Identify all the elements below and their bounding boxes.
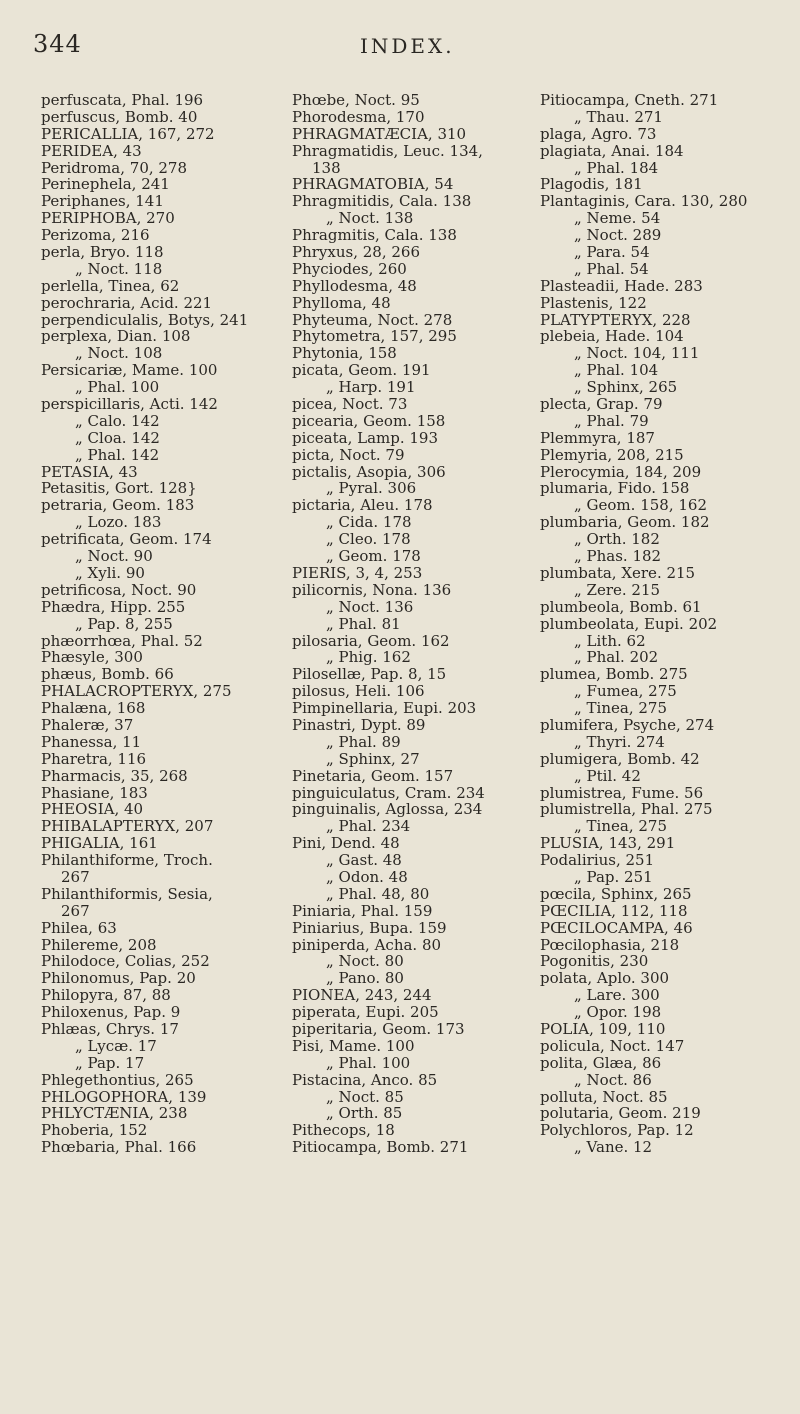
index-entry: pilicornis, Nona. 136 xyxy=(292,581,452,599)
index-entry: „ Noct. 86 xyxy=(574,1071,652,1089)
index-entry: plumbeola, Bomb. 61 xyxy=(540,598,702,616)
index-entry: PIERIS, 3, 4, 253 xyxy=(292,564,423,582)
index-entry: Phorodesma, 170 xyxy=(292,108,425,126)
index-entry: Philodoce, Colias, 252 xyxy=(41,953,210,971)
index-entry: „ Noct. 108 xyxy=(75,345,163,363)
index-entry: „ Orth. 85 xyxy=(326,1105,403,1123)
index-entry: Philoxenus, Pap. 9 xyxy=(41,1004,181,1021)
index-entry: „ Orth. 182 xyxy=(574,531,660,549)
index-entry: „ Geom. 178 xyxy=(326,548,421,565)
index-entry: Phædra, Hipp. 255 xyxy=(41,598,186,616)
index-entry: Phanessa, 11 xyxy=(41,733,142,751)
index-entry: pinguiculatus, Cram. 234 xyxy=(292,784,485,802)
index-entry: Phæsyle, 300 xyxy=(41,649,143,667)
index-entry: „ Lycæ. 17 xyxy=(75,1037,157,1055)
index-entry: „ Phal. 48, 80 xyxy=(326,885,430,903)
index-entry: Phragmitis, Cala. 138 xyxy=(292,227,457,245)
index-entry: „ Lare. 300 xyxy=(574,987,660,1005)
index-entry: pilosus, Heli. 106 xyxy=(292,683,425,701)
index-entry: „ Thyri. 274 xyxy=(574,733,665,751)
index-entry: pilosaria, Geom. 162 xyxy=(292,632,450,650)
index-entry: polata, Aplo. 300 xyxy=(540,970,670,988)
index-entry: Phoberia, 152 xyxy=(41,1122,148,1140)
index-entry: PERIDEA, 43 xyxy=(41,142,142,160)
index-entry: picea, Noct. 73 xyxy=(292,396,408,413)
index-entry: Philopyra, 87, 88 xyxy=(41,987,171,1005)
index-entry: Philonomus, Pap. 20 xyxy=(41,970,196,988)
index-entry: Phryxus, 28, 266 xyxy=(292,244,421,261)
index-entry: „ Pap. 17 xyxy=(75,1054,145,1072)
index-entry: 267 xyxy=(61,868,90,886)
index-entry: pinguinalis, Aglossa, 234 xyxy=(292,801,483,819)
index-entry: pœcila, Sphinx, 265 xyxy=(540,885,692,903)
index-entry: Phaleræ, 37 xyxy=(41,716,134,734)
index-entry: PLATYPTERYX, 228 xyxy=(540,311,691,329)
index-entry: „ Phal. 142 xyxy=(75,446,160,464)
index-entry: „ Neme. 54 xyxy=(574,210,661,228)
index-entry: „ Calo. 142 xyxy=(75,412,160,430)
index-entry: PHIBALAPTERYX, 207 xyxy=(41,818,214,836)
index-entry: „ Noct. 136 xyxy=(326,598,414,616)
index-entry: Pimpinellaria, Eupi. 203 xyxy=(292,700,477,717)
index-entry: Philea, 63 xyxy=(41,919,117,937)
index-entry: PŒCILIA, 112, 118 xyxy=(540,902,688,920)
index-entry: Phyllodesma, 48 xyxy=(292,277,417,295)
index-entry: piperitaria, Geom. 173 xyxy=(292,1020,465,1038)
index-entry: „ Noct. 90 xyxy=(75,548,153,565)
index-entry: Phlæas, Chrys. 17 xyxy=(41,1020,179,1038)
index-entry: Pharetra, 116 xyxy=(41,750,147,768)
index-entry: plumistrea, Fume. 56 xyxy=(540,784,704,802)
index-entry: „ Phal. 100 xyxy=(75,379,160,397)
index-entry: Pharmacis, 35, 268 xyxy=(41,767,188,785)
index-entry: „ Cloa. 142 xyxy=(75,429,160,447)
index-entry: Perizoma, 216 xyxy=(41,227,150,245)
index-entry: Pogonitis, 230 xyxy=(540,953,649,971)
index-entry: PHEOSIA, 40 xyxy=(41,801,144,819)
index-entry: PŒCILOCAMPA, 46 xyxy=(540,919,693,937)
index-entry: Plastenis, 122 xyxy=(540,294,647,312)
index-entry: „ Noct. 85 xyxy=(326,1088,404,1106)
index-entry: „ Cida. 178 xyxy=(326,514,412,532)
index-entry: Phasiane, 183 xyxy=(41,784,148,802)
index-entry: Phragmatidis, Leuc. 134, xyxy=(292,142,483,160)
index-entry: Phyteuma, Noct. 278 xyxy=(292,311,453,329)
index-entry: „ Phal. 81 xyxy=(326,615,401,633)
index-entry: polita, Glæa, 86 xyxy=(540,1054,662,1072)
index-entry: „ Pap. 251 xyxy=(574,868,653,886)
index-entry: „ Phal. 79 xyxy=(574,412,649,430)
index-entry: „ Phal. 100 xyxy=(326,1054,411,1072)
index-entry: Phlegethontius, 265 xyxy=(41,1071,194,1089)
index-entry: Plemyria, 208, 215 xyxy=(540,446,684,464)
index-entry: Phytonia, 158 xyxy=(292,345,397,363)
index-entry: plumaria, Fido. 158 xyxy=(540,480,690,498)
index-entry: „ Noct. 118 xyxy=(75,260,163,278)
index-entry: „ Noct. 80 xyxy=(326,953,404,971)
index-entry: picta, Noct. 79 xyxy=(292,446,405,464)
index-entry: PERIPHOBA, 270 xyxy=(41,210,175,228)
index-entry: 138 xyxy=(312,159,341,177)
index-entry: „ Tinea, 275 xyxy=(574,818,667,836)
index-entry: PHRAGMATÆCIA, 310 xyxy=(292,125,467,143)
index-entry: „ Lith. 62 xyxy=(574,632,646,650)
index-entry: plumea, Bomb. 275 xyxy=(540,666,688,684)
index-entry: Philanthiforme, Troch. xyxy=(41,852,213,869)
page-number: 344 xyxy=(33,30,82,58)
index-entry: Plantaginis, Cara. 130, 280 xyxy=(540,193,748,211)
index-entry: picearia, Geom. 158 xyxy=(292,412,446,430)
index-entry: „ Thau. 271 xyxy=(574,108,663,126)
index-column-2 xyxy=(292,92,540,1156)
index-entry: „ Phal. 184 xyxy=(574,159,659,177)
index-entry: „ Pano. 80 xyxy=(326,970,404,988)
index-entry: „ Zere. 215 xyxy=(574,581,661,599)
index-entry: Pitiocampa, Bomb. 271 xyxy=(292,1139,469,1157)
index-entry: plumbeolata, Eupi. 202 xyxy=(540,615,718,633)
index-entry: „ Noct. 138 xyxy=(326,210,414,228)
index-entry: „ Lozo. 183 xyxy=(75,514,162,532)
index-entry: POLIA, 109, 110 xyxy=(540,1020,666,1038)
index-entry: plebeia, Hade. 104 xyxy=(540,328,684,346)
index-entry: plumifera, Psyche, 274 xyxy=(540,716,715,734)
running-head: INDEX. xyxy=(360,34,455,58)
index-entry: plumistrella, Phal. 275 xyxy=(540,801,713,819)
index-entry: perochraria, Acid. 221 xyxy=(41,294,213,312)
index-entry: petraria, Geom. 183 xyxy=(41,497,195,515)
index-entry: perspicillaris, Acti. 142 xyxy=(41,396,218,413)
index-entry: Phyciodes, 260 xyxy=(292,260,407,278)
index-entry: „ Phas. 182 xyxy=(574,548,662,565)
index-entry: „ Phig. 162 xyxy=(326,649,411,667)
index-entry: „ Xyli. 90 xyxy=(75,564,145,582)
index-entry: piceata, Lamp. 193 xyxy=(292,429,439,447)
index-entry: pictalis, Asopia, 306 xyxy=(292,463,446,481)
index-entry: Podalirius, 251 xyxy=(540,852,655,869)
index-entry: Philanthiformis, Sesia, xyxy=(41,885,213,903)
index-entry: „ Phal. 89 xyxy=(326,733,401,751)
index-entry: phæorrhœa, Phal. 52 xyxy=(41,632,203,650)
index-entry: perpendiculalis, Botys, 241 xyxy=(41,311,249,329)
index-column-1 xyxy=(41,92,289,1156)
index-entry: „ Noct. 289 xyxy=(574,227,662,245)
index-entry: polluta, Noct. 85 xyxy=(540,1088,668,1106)
index-entry: Phragmitidis, Cala. 138 xyxy=(292,193,472,211)
index-entry: Pisi, Mame. 100 xyxy=(292,1037,415,1055)
index-entry: PIONEA, 243, 244 xyxy=(292,987,432,1005)
index-entry: Polychloros, Pap. 12 xyxy=(540,1122,694,1140)
index-entry: Pistacina, Anco. 85 xyxy=(292,1071,438,1089)
index-entry: „ Fumea, 275 xyxy=(574,683,677,701)
index-entry: Petasitis, Gort. 128} xyxy=(41,480,197,498)
index-entry: „ Odon. 48 xyxy=(326,868,408,886)
index-entry: PHALACROPTERYX, 275 xyxy=(41,683,232,701)
index-entry: Periphanes, 141 xyxy=(41,193,164,211)
index-entry: plumbata, Xere. 215 xyxy=(540,564,696,582)
index-entry: Plasteadii, Hade. 283 xyxy=(540,277,703,295)
index-entry: Phœbaria, Phal. 166 xyxy=(41,1139,197,1157)
index-entry: Phylloma, 48 xyxy=(292,294,391,312)
index-entry: plecta, Grap. 79 xyxy=(540,396,663,413)
index-entry: „ Phal. 54 xyxy=(574,260,649,278)
index-entry: Philereme, 208 xyxy=(41,936,157,954)
index-entry: piniperda, Acha. 80 xyxy=(292,936,442,954)
index-entry: Phytometra, 157, 295 xyxy=(292,328,457,346)
index-entry: Phœbe, Noct. 95 xyxy=(292,92,420,109)
index-entry: Plagodis, 181 xyxy=(540,176,643,194)
index-entry: Pinetaria, Geom. 157 xyxy=(292,767,454,785)
index-entry: plumbaria, Geom. 182 xyxy=(540,514,710,532)
index-entry: Pini, Dend. 48 xyxy=(292,835,400,853)
index-entry: „ Phal. 234 xyxy=(326,818,411,836)
index-entry: pictaria, Aleu. 178 xyxy=(292,497,433,515)
index-entry: „ Ptil. 42 xyxy=(574,767,641,785)
index-entry: Pithecops, 18 xyxy=(292,1122,395,1140)
index-entry: Plemmyra, 187 xyxy=(540,429,655,447)
index-entry: petrificata, Geom. 174 xyxy=(41,531,212,549)
index-entry: „ Phal. 104 xyxy=(574,362,659,380)
index-entry: piperata, Eupi. 205 xyxy=(292,1004,439,1021)
index-entry: PERICALLIA, 167, 272 xyxy=(41,125,215,143)
index-entry: PHRAGMATOBIA, 54 xyxy=(292,176,454,194)
index-entry: policula, Noct. 147 xyxy=(540,1037,685,1055)
index-entry: „ Opor. 198 xyxy=(574,1004,662,1021)
index-entry: 267 xyxy=(61,902,90,920)
index-entry: „ Harp. 191 xyxy=(326,379,416,397)
index-entry: plumigera, Bomb. 42 xyxy=(540,750,700,768)
index-entry: Piniaria, Phal. 159 xyxy=(292,902,433,920)
index-entry: „ Sphinx, 27 xyxy=(326,750,420,768)
index-entry: petrificosa, Noct. 90 xyxy=(41,581,197,599)
index-entry: Pœcilophasia, 218 xyxy=(540,936,680,954)
index-column-3 xyxy=(540,92,788,1156)
index-entry: Persicariæ, Mame. 100 xyxy=(41,362,218,380)
index-entry: perplexa, Dian. 108 xyxy=(41,328,191,346)
index-entry: Piniarius, Bupa. 159 xyxy=(292,919,447,937)
index-entry: Peridroma, 70, 278 xyxy=(41,159,188,177)
index-entry: PHLYCTÆNIA, 238 xyxy=(41,1105,188,1123)
index-entry: „ Pyral. 306 xyxy=(326,480,417,498)
index-entry: plagiata, Anai. 184 xyxy=(540,142,684,160)
index-entry: „ Phal. 202 xyxy=(574,649,659,667)
index-entry: picata, Geom. 191 xyxy=(292,362,431,380)
index-entry: PETASIA, 43 xyxy=(41,463,138,481)
index-entry: plaga, Agro. 73 xyxy=(540,125,657,143)
index-entry: Pinastri, Dypt. 89 xyxy=(292,716,426,734)
index-entry: „ Sphinx, 265 xyxy=(574,379,678,397)
index-entry: Pilosellæ, Pap. 8, 15 xyxy=(292,666,447,684)
index-entry: Phalæna, 168 xyxy=(41,700,146,717)
index-entry: „ Cleo. 178 xyxy=(326,531,411,549)
index-entry: Plerocymia, 184, 209 xyxy=(540,463,702,481)
index-entry: perfuscata, Phal. 196 xyxy=(41,92,204,109)
index-entry: perla, Bryo. 118 xyxy=(41,244,164,261)
index-entry: PHIGALIA, 161 xyxy=(41,835,158,853)
index-entry: „ Gast. 48 xyxy=(326,852,402,869)
index-entry: Pitiocampa, Cneth. 271 xyxy=(540,92,719,109)
index-entry: Perinephela, 241 xyxy=(41,176,170,194)
index-entry: „ Pap. 8, 255 xyxy=(75,615,173,633)
index-entry: „ Vane. 12 xyxy=(574,1139,653,1157)
index-entry: perfuscus, Bomb. 40 xyxy=(41,108,198,126)
index-entry: phæus, Bomb. 66 xyxy=(41,666,174,684)
index-entry: PHLOGOPHORA, 139 xyxy=(41,1088,207,1106)
index-entry: perlella, Tinea, 62 xyxy=(41,277,180,295)
index-entry: „ Noct. 104, 111 xyxy=(574,345,700,363)
index-entry: „ Para. 54 xyxy=(574,244,650,261)
index-entry: „ Tinea, 275 xyxy=(574,700,667,717)
index-entry: polutaria, Geom. 219 xyxy=(540,1105,701,1123)
index-entry: „ Geom. 158, 162 xyxy=(574,497,707,515)
index-entry: PLUSIA, 143, 291 xyxy=(540,835,676,853)
